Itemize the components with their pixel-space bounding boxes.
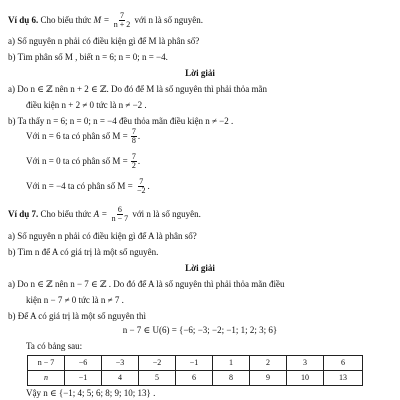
ex7-question-a: a) Số nguyên n phải có điều kiện gì để A là phân số? (8, 231, 197, 241)
ex7-intro-after: với n là số nguyên. (132, 208, 201, 219)
ex6-case2-text: Với n = 0 ta có phân số M = (26, 155, 128, 166)
ex7-solution-b-line1: b) Để A có giá trị là một số nguyên thì (8, 311, 146, 321)
ex6-case3-den: −2 (136, 186, 146, 196)
ex6-intro-after: với n là số nguyên. (134, 14, 203, 25)
ex7-solution-a-line2: kiện n − 7 ≠ 0 tức là n ≠ 7 . (26, 295, 124, 305)
table-cell: 2 (250, 356, 287, 371)
table-cell: −1 (176, 356, 213, 371)
ex7-table-intro: Ta có bảng sau: (26, 341, 83, 351)
ex7-frac-num: 6 (117, 205, 122, 214)
ex6-m-lhs: M = (93, 14, 110, 25)
ex6-case1-num: 7 (131, 127, 136, 136)
table-row (28, 356, 363, 371)
ex7-fraction (111, 206, 130, 224)
ex6-case3-fraction (136, 178, 147, 196)
ex6-solution-a-line2: điều kiện n + 2 ≠ 0 tức là n ≠ −2 . (26, 100, 147, 110)
table-row (28, 371, 363, 386)
table-cell: 13 (324, 371, 363, 386)
ex7-solution-b-set: n − 7 ∈ U(6) = {−6; −3; −2; −1; 1; 2; 3; 6} (122, 325, 278, 335)
table-cell: 6 (176, 371, 213, 386)
table-cell: −6 (65, 356, 102, 371)
ex6-solution-title: Lời giải (185, 68, 215, 78)
table-row2-header: n (28, 371, 65, 386)
table-cell: 8 (213, 371, 250, 386)
ex6-intro-line (8, 12, 203, 30)
table-cell: −2 (139, 356, 176, 371)
table-cell: −3 (102, 356, 139, 371)
ex6-case3-num: 7 (139, 177, 144, 186)
ex6-solution-b-line1: b) Ta thấy n = 6; n = 0; n = −4 đều thỏa mãn điều kiện n ≠ −2 . (8, 116, 234, 126)
ex7-conclusion: Vậy n ∈ {−1; 4; 5; 6; 8; 9; 10; 13} . (26, 388, 156, 398)
ex7-frac-den: n − 7 (111, 214, 129, 224)
table-cell: 5 (139, 371, 176, 386)
ex6-frac-num: 7 (119, 11, 124, 20)
ex6-heading: Ví dụ 6. (8, 14, 39, 25)
table-cell: 10 (287, 371, 324, 386)
ex6-fraction (113, 12, 132, 30)
ex7-heading: Ví dụ 7. (8, 208, 39, 219)
ex7-intro-before: Cho biểu thức (40, 208, 92, 219)
table-cell: 4 (102, 371, 139, 386)
ex6-question-b: b) Tìm phân số M , biết n = 6; n = 0; n = −4. (8, 52, 168, 62)
table-cell: 9 (250, 371, 287, 386)
value-table (27, 355, 363, 386)
ex7-question-b: b) Tìm n để A có giá trị là một số nguyên. (8, 247, 159, 257)
ex6-question-a: a) Số nguyên n phải có điều kiện gì để M là phân số? (8, 36, 200, 46)
ex6-solution-a-line1: a) Do n ∈ ℤ nên n + 2 ∈ ℤ. Do đó để M là số nguyên thì phải thỏa mãn (8, 84, 268, 94)
ex6-intro-before: Cho biểu thức (40, 14, 92, 25)
ex7-solution-title: Lời giải (185, 263, 215, 273)
ex6-case1-fraction (131, 128, 137, 146)
ex6-case2-fraction (131, 153, 137, 171)
ex6-case3: Với n = −4 ta có phân số M = $\frac{7}{-2}$ . (26, 177, 150, 196)
table-cell: 6 (324, 356, 363, 371)
ex7-a-lhs: A = (93, 208, 108, 219)
ex6-case3-text: Với n = −4 ta có phân số M = (26, 180, 133, 191)
ex6-case1-den: 8 (131, 136, 136, 146)
ex6-case2-num: 7 (131, 152, 136, 161)
table-cell: 3 (287, 356, 324, 371)
ex7-solution-a-line1: a) Do n ∈ ℤ nên n − 7 ∈ ℤ . Do đó để A là số nguyên thì phải thỏa mãn điều (8, 279, 285, 289)
ex6-case2-den: 2 (131, 161, 136, 171)
ex6-frac-den: n + 2 (113, 20, 131, 30)
table-cell: −1 (65, 371, 102, 386)
ex7-intro-line (8, 206, 201, 224)
ex6-case1: Với n = 6 ta có phân số M = $\frac{7}{8}$ . (26, 127, 141, 146)
ex6-case1-text: Với n = 6 ta có phân số M = (26, 130, 128, 141)
table-cell: 1 (213, 356, 250, 371)
ex6-case2: Với n = 0 ta có phân số M = $\frac{7}{2}$ . (26, 152, 141, 171)
table-row1-header: n − 7 (28, 356, 65, 371)
